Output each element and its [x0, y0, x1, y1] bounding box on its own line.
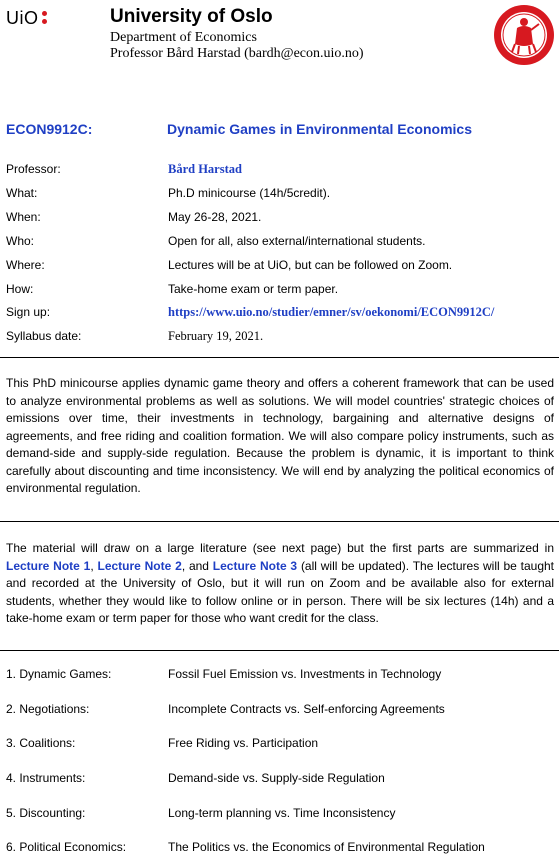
lecture-note-1-link[interactable]: Lecture Note 1	[6, 558, 91, 573]
info-value: May 26-28, 2021.	[168, 210, 262, 224]
topic-value: The Politics vs. the Economics of Environmental Regulation	[168, 840, 485, 854]
professor-name-link[interactable]: Bård Harstad	[168, 162, 242, 176]
divider	[0, 521, 559, 522]
topic-value: Long-term planning vs. Time Inconsistency	[168, 806, 396, 820]
university-seal-icon	[493, 4, 555, 66]
info-row-when	[6, 210, 556, 230]
info-value: Take-home exam or term paper.	[168, 282, 339, 296]
info-row-how	[6, 282, 556, 302]
topic-row	[6, 806, 556, 824]
info-label: When:	[6, 210, 41, 224]
topic-row	[6, 736, 556, 754]
topic-label: 6. Political Economics:	[6, 840, 127, 854]
material-rest: (all will be updated). The lectures will be taught and recorded at the University of Oslo, but it will run on Zoom and be available also for external students, whether they would like to follow online or in person. There will be six lectures (14h) and a take-home exam or term paper for those who want credit for the class.	[6, 558, 555, 625]
topic-label: 2. Negotiations:	[6, 702, 90, 716]
topic-label: 5. Discounting:	[6, 806, 86, 820]
signup-link[interactable]: https://www.uio.no/studier/emner/sv/oekonomi/ECON9912C/	[168, 305, 495, 319]
info-value: Ph.D minicourse (14h/5credit).	[168, 186, 331, 200]
info-row-who	[6, 234, 556, 254]
university-name: University of Oslo	[110, 6, 273, 27]
course-title: Dynamic Games in Environmental Economics	[167, 121, 472, 137]
info-row-what	[6, 186, 556, 206]
topic-row	[6, 840, 556, 858]
topic-row	[6, 771, 556, 789]
topic-label: 3. Coalitions:	[6, 736, 76, 750]
info-row-where	[6, 258, 556, 278]
info-label: What:	[6, 186, 38, 200]
info-value: Lectures will be at UiO, but can be followed on Zoom.	[168, 258, 453, 272]
course-description: This PhD minicourse applies dynamic game theory and offers a coherent framework that can be used to analyze environmental problems as well as solutions. We will model countries' strategic choices of emissions over time, their investments in technology, bargaining and alternative designs of agreements, and free riding and coalition formation. We will also compare policy instruments, such as demand-side and supply-side regulation. Because the problem is dynamic, it is important to think carefully about discounting and time inconsistency. We will end by analyzing the political economics of environmental regulation.	[6, 376, 554, 495]
topic-row	[6, 667, 556, 685]
info-value: Open for all, also external/international students.	[168, 234, 426, 248]
topic-value: Free Riding vs. Participation	[168, 736, 319, 750]
info-label: How:	[6, 282, 34, 296]
topic-label: 1. Dynamic Games:	[6, 667, 112, 681]
topic-label: 4. Instruments:	[6, 771, 86, 785]
course-code: ECON9912C:	[6, 121, 93, 137]
topic-row	[6, 702, 556, 720]
info-label: Who:	[6, 234, 35, 248]
divider	[0, 650, 559, 651]
uio-logo-dots-icon	[42, 8, 48, 24]
info-label: Sign up:	[6, 305, 51, 319]
topic-value: Incomplete Contracts vs. Self-enforcing Agreements	[168, 702, 445, 716]
material-separator: ,	[90, 558, 98, 573]
uio-logo	[6, 8, 48, 29]
info-row-syllabus-date	[6, 329, 556, 349]
info-label: Where:	[6, 258, 45, 272]
uio-logo-text: UiO	[6, 8, 39, 28]
info-row-professor	[6, 162, 556, 182]
lecture-note-3-link[interactable]: Lecture Note 3	[212, 558, 298, 573]
info-row-signup	[6, 305, 556, 325]
material-paragraph	[6, 540, 554, 628]
info-label: Syllabus date:	[6, 329, 82, 343]
topic-value: Fossil Fuel Emission vs. Investments in Technology	[168, 667, 442, 681]
department-name: Department of Economics	[110, 30, 257, 45]
professor-contact: Professor Bård Harstad (bardh@econ.uio.no)	[110, 46, 364, 61]
material-intro: The material will draw on a large literature (see next page) but the first parts are summarized in	[6, 541, 554, 555]
material-separator: , and	[181, 558, 213, 573]
divider	[0, 357, 559, 358]
info-value: February 19, 2021.	[168, 329, 264, 343]
info-label: Professor:	[6, 162, 61, 176]
topic-value: Demand-side vs. Supply-side Regulation	[168, 771, 385, 785]
lecture-note-2-link[interactable]: Lecture Note 2	[97, 558, 182, 573]
